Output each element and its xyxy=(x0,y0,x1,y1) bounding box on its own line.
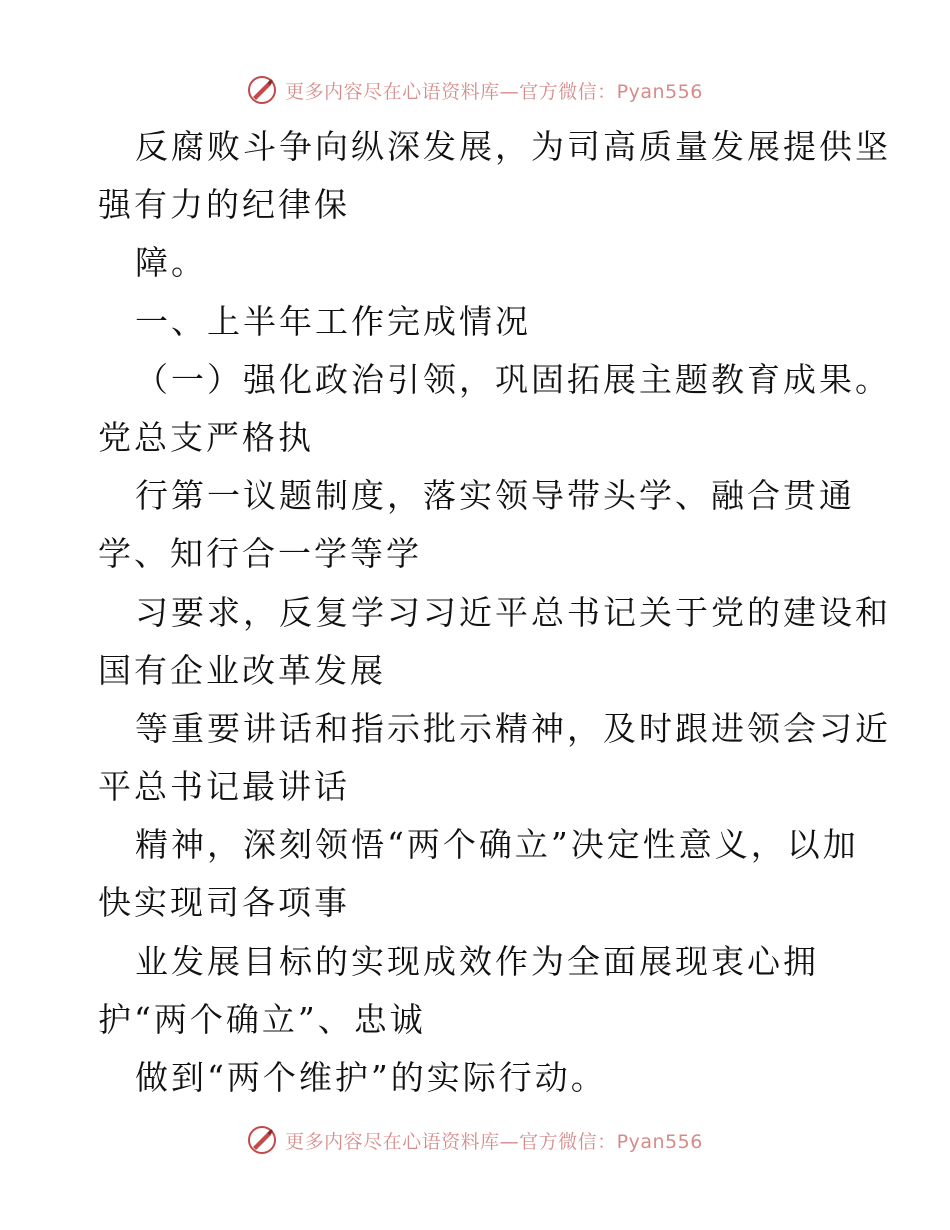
text-line: 障。 xyxy=(135,243,207,283)
text-line: 学、知行合一学等学 xyxy=(98,534,422,574)
text-line: 平总书记最讲话 xyxy=(98,767,350,807)
text-line: 快实现司各项事 xyxy=(98,883,350,923)
pen-logo-icon xyxy=(247,1125,277,1155)
section-heading: 一、上半年工作完成情况 xyxy=(135,301,531,341)
text-line: 行第一议题制度，落实领导带头学、融合贯通 xyxy=(135,476,855,516)
watermark-footer xyxy=(0,1120,950,1160)
text-line: 业发展目标的实现成效作为全面展现衷心拥 xyxy=(135,941,819,981)
text-line: 精神，深刻领悟“两个确立”决定性意义，以加 xyxy=(135,825,859,865)
text-line: 党总支严格执 xyxy=(98,417,314,457)
pen-logo-icon xyxy=(247,75,277,105)
text-line: 习要求，反复学习习近平总书记关于党的建设和 xyxy=(135,592,891,632)
text-line: 等重要讲话和指示批示精神，及时跟进领会习近 xyxy=(135,708,891,748)
text-line: 做到“两个维护”的实际行动。 xyxy=(135,1058,607,1097)
watermark-text: 更多内容尽在心语资料库—官方微信：Pyan556 xyxy=(285,1130,703,1153)
text-line: 国有企业改革发展 xyxy=(98,650,386,690)
text-line: 强有力的纪律保 xyxy=(98,185,350,225)
watermark-header xyxy=(0,70,950,110)
text-line: 护“两个确立”、忠诚 xyxy=(98,999,426,1039)
document-body xyxy=(98,118,891,1107)
watermark-text: 更多内容尽在心语资料库—官方微信：Pyan556 xyxy=(285,80,703,103)
subsection-heading: （一）强化政治引领，巩固拓展主题教育成果。 xyxy=(135,359,891,399)
text-line: 反腐败斗争向纵深发展，为司高质量发展提供坚 xyxy=(135,127,891,166)
